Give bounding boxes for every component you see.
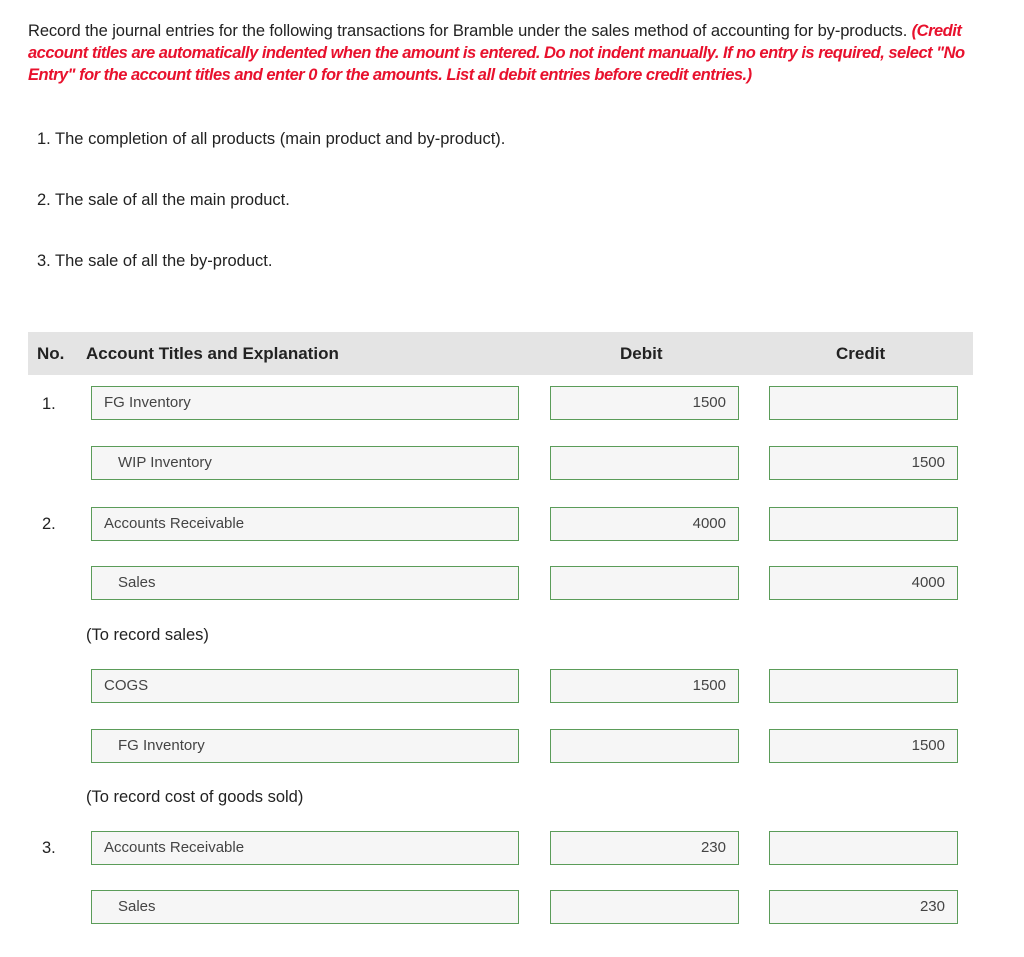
credit-field[interactable] <box>769 669 958 703</box>
debit-field[interactable]: 1500 <box>550 669 739 703</box>
account-title-field[interactable]: Accounts Receivable <box>91 831 519 865</box>
question-2: 2. The sale of all the main product. <box>37 191 290 209</box>
debit-field[interactable] <box>550 729 739 763</box>
credit-field[interactable] <box>769 831 958 865</box>
question-3: 3. The sale of all the by-product. <box>37 252 273 270</box>
header-debit: Debit <box>620 344 663 363</box>
instructions <box>28 20 1013 86</box>
credit-field[interactable] <box>769 386 958 420</box>
credit-field[interactable]: 1500 <box>769 446 958 480</box>
debit-field[interactable]: 1500 <box>550 386 739 420</box>
entry-number: 3. <box>42 839 56 857</box>
debit-field[interactable]: 4000 <box>550 507 739 541</box>
account-title-field[interactable]: COGS <box>91 669 519 703</box>
explanation-note: (To record sales) <box>86 626 209 644</box>
credit-field[interactable]: 4000 <box>769 566 958 600</box>
header-credit: Credit <box>836 344 886 363</box>
table-header <box>28 332 973 375</box>
question-1: 1. The completion of all products (main product and by-product). <box>37 130 506 148</box>
credit-field[interactable] <box>769 507 958 541</box>
entry-number: 2. <box>42 515 56 533</box>
credit-field[interactable]: 1500 <box>769 729 958 763</box>
instruction-text: (Credit account titles are automatically indented when the amount is entered. Do not indent manually. If no entry is required, select "No Entry" for the account titles and enter 0 for the amounts. List all debit entries before credit entries.) <box>28 22 965 84</box>
entry-number: 1. <box>42 395 56 413</box>
account-title-field[interactable]: FG Inventory <box>91 729 519 763</box>
header-no: No. <box>37 344 65 363</box>
account-title-field[interactable]: Sales <box>91 566 519 600</box>
account-title-field[interactable]: Accounts Receivable <box>91 507 519 541</box>
debit-field[interactable]: 230 <box>550 831 739 865</box>
debit-field[interactable] <box>550 566 739 600</box>
credit-field[interactable]: 230 <box>769 890 958 924</box>
header-account: Account Titles and Explanation <box>86 344 339 363</box>
account-title-field[interactable]: FG Inventory <box>91 386 519 420</box>
debit-field[interactable] <box>550 446 739 480</box>
account-title-field[interactable]: Sales <box>91 890 519 924</box>
account-title-field[interactable]: WIP Inventory <box>91 446 519 480</box>
explanation-note: (To record cost of goods sold) <box>86 788 304 806</box>
intro-text: Record the journal entries for the following transactions for Bramble under the sales method of accounting for by-products. <box>28 22 908 40</box>
debit-field[interactable] <box>550 890 739 924</box>
